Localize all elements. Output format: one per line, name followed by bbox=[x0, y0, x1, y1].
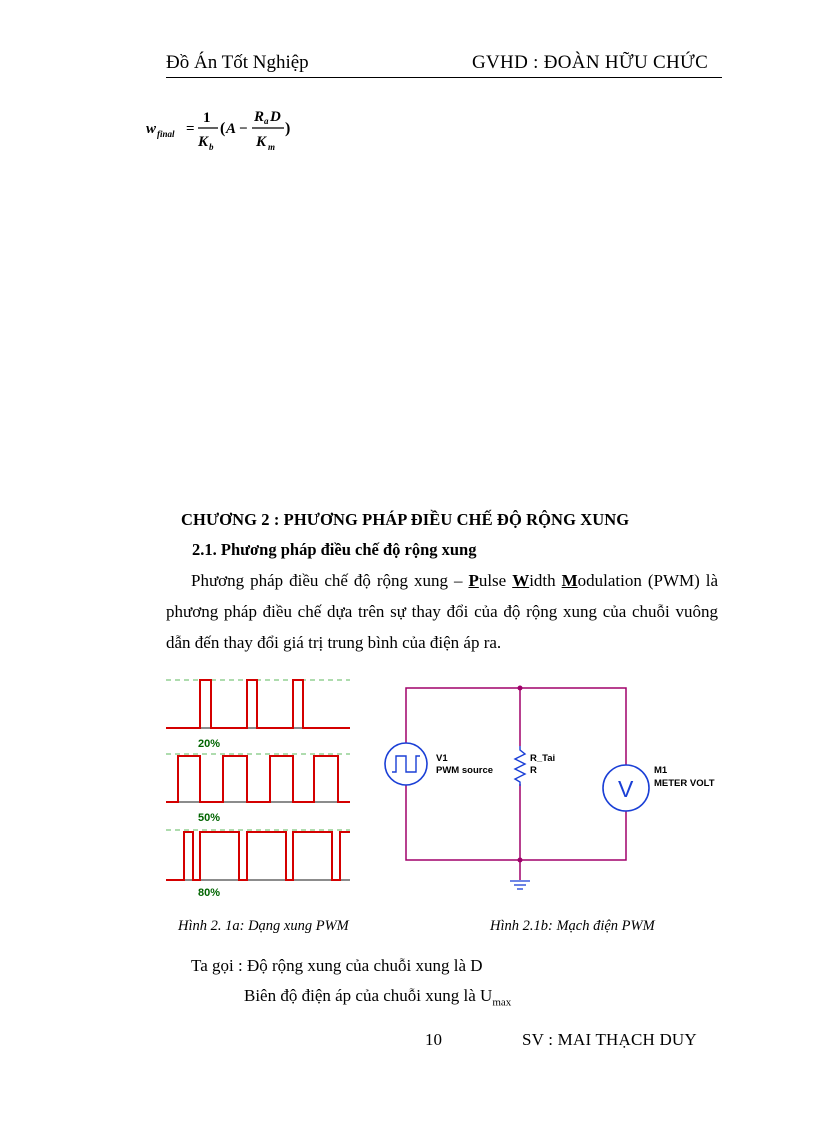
formula-kb: K bbox=[198, 134, 209, 150]
body-line-2: Biên độ điện áp của chuỗi xung là $U_{max}$ bbox=[244, 986, 512, 1009]
label-50: 50% bbox=[198, 812, 221, 824]
formula-w-sub: final bbox=[157, 129, 175, 139]
formula-w: w bbox=[146, 121, 157, 137]
r-desc: R bbox=[530, 765, 537, 776]
label-80: 80% bbox=[198, 887, 221, 899]
formula-r-sub: a bbox=[264, 116, 269, 126]
pwm-circuit-figure bbox=[374, 680, 734, 900]
formula-kb-sub: b bbox=[209, 142, 214, 152]
caption-figure-b: Hình 2.1b: Mạch điện PWM bbox=[490, 918, 655, 934]
m1-desc: METER VOLT bbox=[654, 778, 715, 789]
svg-text:(: ( bbox=[220, 120, 226, 137]
v1-desc: PWM source bbox=[436, 765, 494, 776]
v1-name: V1 bbox=[436, 753, 448, 764]
r-name: R_Tai bbox=[530, 753, 556, 764]
svg-text:): ) bbox=[285, 120, 291, 137]
chapter-title: CHƯƠNG 2 : PHƯƠNG PHÁP ĐIỀU CHẾ ĐỘ RỘNG XUNG bbox=[181, 510, 630, 529]
header-left: Đồ Án Tốt Nghiệp bbox=[166, 52, 309, 73]
header-rule bbox=[166, 77, 722, 78]
section-title: 2.1. Phương pháp điều chế độ rộng xung bbox=[192, 540, 477, 559]
meter-symbol: V bbox=[618, 776, 634, 802]
formula-km-sub: m bbox=[268, 142, 276, 152]
body-line-1: Ta gọi : Độ rộng xung của chuỗi xung là D bbox=[191, 956, 483, 975]
m1-name: M1 bbox=[654, 765, 668, 776]
voltmeter-icon bbox=[603, 765, 649, 811]
pwm-paragraph: Phương pháp điều chế độ rộng xung – Pulse Width Modulation (PWM) là phương pháp điều chế dựa trên sự thay đổi của độ rộng xung của chuỗi vuông dẫn đến thay đổi giá trị trung bình của điện áp ra. bbox=[166, 571, 719, 652]
caption-figure-a: Hình 2. 1a: Dạng xung PWM bbox=[178, 918, 349, 934]
formula-r: R bbox=[254, 109, 265, 125]
svg-text:−: − bbox=[239, 121, 248, 137]
header-right: GVHD : ĐOÀN HỮU CHỨC bbox=[472, 52, 709, 73]
svg-text:=: = bbox=[186, 121, 195, 137]
formula-km: K bbox=[256, 134, 267, 150]
footer-student: SV : MAI THẠCH DUY bbox=[522, 1030, 697, 1049]
formula-d: D bbox=[270, 109, 281, 125]
formula-one: 1 bbox=[203, 110, 211, 126]
formula-a: A bbox=[226, 121, 237, 137]
page-number: 10 bbox=[425, 1030, 442, 1049]
final-speed-formula bbox=[146, 102, 306, 156]
resistor-icon bbox=[514, 746, 526, 786]
pwm-source-icon bbox=[385, 743, 427, 785]
pwm-waveform-figure bbox=[166, 674, 350, 900]
label-20: 20% bbox=[198, 738, 221, 750]
